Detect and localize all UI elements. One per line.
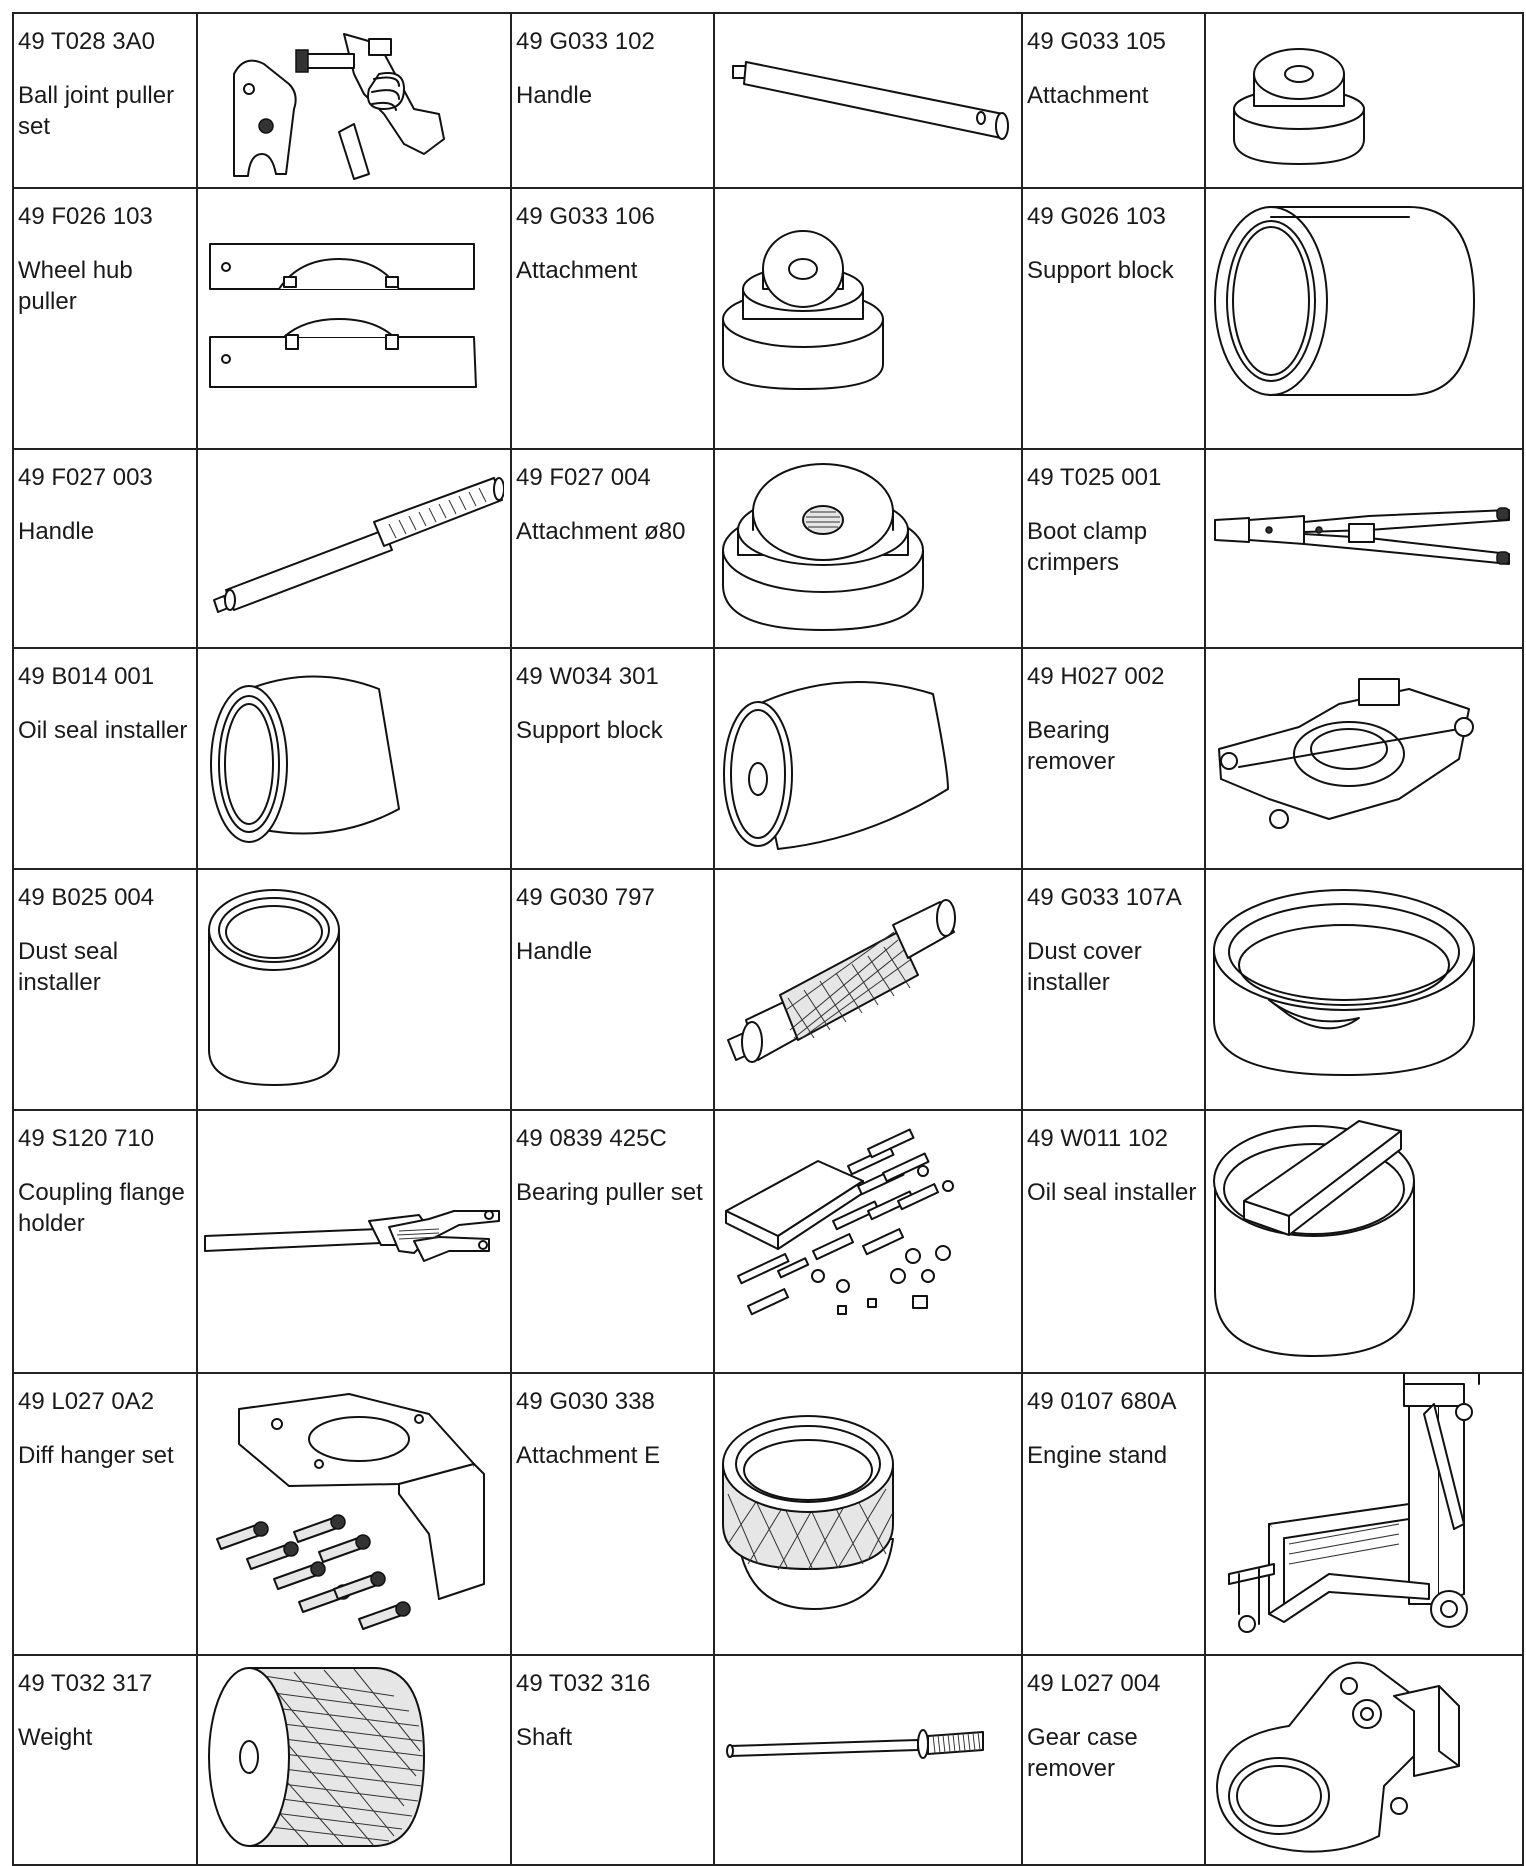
tool-image-cell (197, 1655, 511, 1865)
tool-code: 49 G030 338 (516, 1388, 655, 1415)
knurled-ring-attachment-icon (718, 1374, 1018, 1649)
tool-name: Coupling flange holder (18, 1179, 185, 1238)
wheel-hub-puller-plates-icon (204, 189, 504, 444)
tool-text-cell (13, 1110, 197, 1373)
table-row (13, 188, 1523, 449)
tool-image-cell (197, 648, 511, 869)
tool-name: Attachment (1027, 82, 1149, 110)
tool-code: 49 G030 797 (516, 884, 655, 911)
tool-image-cell (197, 1373, 511, 1655)
tool-name: Boot clamp crimpers (1027, 518, 1148, 577)
tool-image-cell (714, 869, 1022, 1110)
tool-image-cell (1205, 188, 1523, 449)
gear-case-remover-icon (1209, 1656, 1519, 1861)
tool-text-cell (1022, 869, 1205, 1110)
tool-image-cell (714, 13, 1022, 188)
tool-code: 49 B025 004 (18, 884, 155, 911)
tool-code: 49 L027 004 (1027, 1670, 1161, 1697)
tool-text-cell (1022, 1373, 1205, 1655)
tool-code: 49 H027 002 (1027, 663, 1165, 690)
diff-hanger-bracket-icon (199, 1374, 509, 1649)
tool-name: Handle (18, 518, 95, 546)
tool-name: Bearing puller set (516, 1179, 703, 1207)
tool-image-cell (1205, 13, 1523, 188)
table-row (13, 1110, 1523, 1373)
tool-name: Attachment (516, 257, 638, 285)
tool-code: 49 G026 103 (1027, 203, 1166, 230)
tool-name: Shaft (516, 1724, 573, 1752)
support-ring-icon (1209, 189, 1519, 444)
tool-name: Handle (516, 82, 593, 110)
tool-code: 49 F027 004 (516, 464, 651, 491)
tool-name: Ball joint puller set (18, 82, 175, 141)
tool-code: 49 G033 105 (1027, 28, 1166, 55)
tool-code: 49 B014 001 (18, 663, 155, 690)
stepped-disc-attachment-icon (718, 189, 1018, 444)
tool-image-cell (197, 13, 511, 188)
tool-image-cell (1205, 1373, 1523, 1655)
tool-code: 49 F026 103 (18, 203, 153, 230)
tool-text-cell (511, 449, 714, 648)
tool-name: Handle (516, 938, 593, 966)
tool-name: Oil seal installer (18, 717, 188, 745)
oil-seal-installer-cylinder-icon (204, 649, 504, 864)
knurled-weight-icon (204, 1656, 504, 1861)
table-row (13, 1373, 1523, 1655)
ball-joint-puller-icon (204, 14, 504, 184)
table-row (13, 13, 1523, 188)
tool-text-cell (511, 13, 714, 188)
tool-code: 49 G033 107A (1027, 884, 1182, 911)
tool-image-cell (1205, 869, 1523, 1110)
tool-name: Engine stand (1027, 1442, 1168, 1470)
tool-image-cell (1205, 1655, 1523, 1865)
tool-image-cell (197, 188, 511, 449)
tool-image-cell (714, 1373, 1022, 1655)
tool-code: 49 T028 3A0 (18, 28, 156, 55)
tool-code: 49 S120 710 (18, 1125, 155, 1152)
tool-name: Dust seal installer (18, 938, 119, 997)
tool-text-cell (13, 1655, 197, 1865)
flange-holder-wrench-icon (199, 1111, 509, 1366)
threaded-stepped-attachment-icon (718, 450, 1018, 645)
tool-image-cell (714, 648, 1022, 869)
tool-image-cell (714, 188, 1022, 449)
table-row (13, 869, 1523, 1110)
tool-code: 49 T032 316 (516, 1670, 651, 1697)
tool-image-cell (1205, 449, 1523, 648)
tool-image-cell (197, 869, 511, 1110)
crosshatch-grip-handle-icon (718, 870, 1018, 1105)
tool-text-cell (1022, 648, 1205, 869)
tool-text-cell (13, 13, 197, 188)
oil-seal-installer-block-icon (1209, 1111, 1519, 1366)
tool-text-cell (13, 648, 197, 869)
tool-text-cell (511, 188, 714, 449)
tool-image-cell (197, 449, 511, 648)
tool-text-cell (13, 1373, 197, 1655)
split-bearing-remover-icon (1209, 649, 1519, 864)
tool-text-cell (1022, 188, 1205, 449)
handle-rod-icon (718, 14, 1018, 184)
tool-code: 49 G033 102 (516, 28, 655, 55)
tool-text-cell (13, 869, 197, 1110)
bearing-puller-kit-icon (718, 1111, 1018, 1366)
tool-code: 49 0839 425C (516, 1125, 667, 1152)
table-row (13, 648, 1523, 869)
tool-name: Dust cover installer (1027, 938, 1142, 997)
tool-name: Bearing remover (1027, 717, 1116, 776)
threaded-shaft-icon (718, 1656, 1018, 1861)
support-block-cylinder-icon (718, 649, 1018, 864)
wide-cup-installer-icon (1209, 870, 1519, 1105)
tool-image-cell (1205, 1110, 1523, 1373)
tool-text-cell (1022, 1655, 1205, 1865)
tool-text-cell (511, 1655, 714, 1865)
tool-text-cell (1022, 449, 1205, 648)
engine-stand-icon (1209, 1374, 1519, 1649)
tool-code: 49 0107 680A (1027, 1388, 1177, 1415)
tool-code: 49 W011 102 (1027, 1125, 1168, 1152)
tool-image-cell (197, 1110, 511, 1373)
tool-name: Support block (516, 717, 663, 745)
tool-text-cell (511, 869, 714, 1110)
tool-code: 49 G033 106 (516, 203, 655, 230)
tool-text-cell (13, 449, 197, 648)
tool-name: Gear case remover (1027, 1724, 1138, 1783)
tool-name: Wheel hub puller (18, 257, 133, 316)
tool-text-cell (511, 1110, 714, 1373)
tool-code: 49 F027 003 (18, 464, 153, 491)
tool-name: Attachment ø80 (516, 518, 686, 546)
tool-text-cell (511, 648, 714, 869)
tool-name: Oil seal installer (1027, 1179, 1197, 1207)
tool-code: 49 T032 317 (18, 1670, 153, 1697)
tool-text-cell (1022, 1110, 1205, 1373)
tool-name: Support block (1027, 257, 1174, 285)
bolt-group (217, 1515, 410, 1629)
special-tools-table (12, 12, 1524, 1866)
tool-image-cell (1205, 648, 1523, 869)
tool-image-cell (714, 1655, 1022, 1865)
table-row (13, 1655, 1523, 1865)
tool-name: Diff hanger set (18, 1442, 174, 1470)
tool-code: 49 T025 001 (1027, 464, 1162, 491)
tool-name: Attachment E (516, 1442, 661, 1470)
tool-code: 49 L027 0A2 (18, 1388, 155, 1415)
tool-image-cell (714, 1110, 1022, 1373)
crimper-pliers-icon (1209, 450, 1519, 645)
tool-name: Weight (18, 1724, 93, 1752)
tool-image-cell (714, 449, 1022, 648)
tool-text-cell (511, 1373, 714, 1655)
tool-text-cell (1022, 13, 1205, 188)
table-row (13, 449, 1523, 648)
stepped-attachment-icon (1214, 14, 1514, 184)
knurled-handle-icon (204, 450, 504, 645)
tool-code: 49 W034 301 (516, 663, 659, 690)
tool-text-cell (13, 188, 197, 449)
cup-installer-icon (204, 870, 504, 1105)
